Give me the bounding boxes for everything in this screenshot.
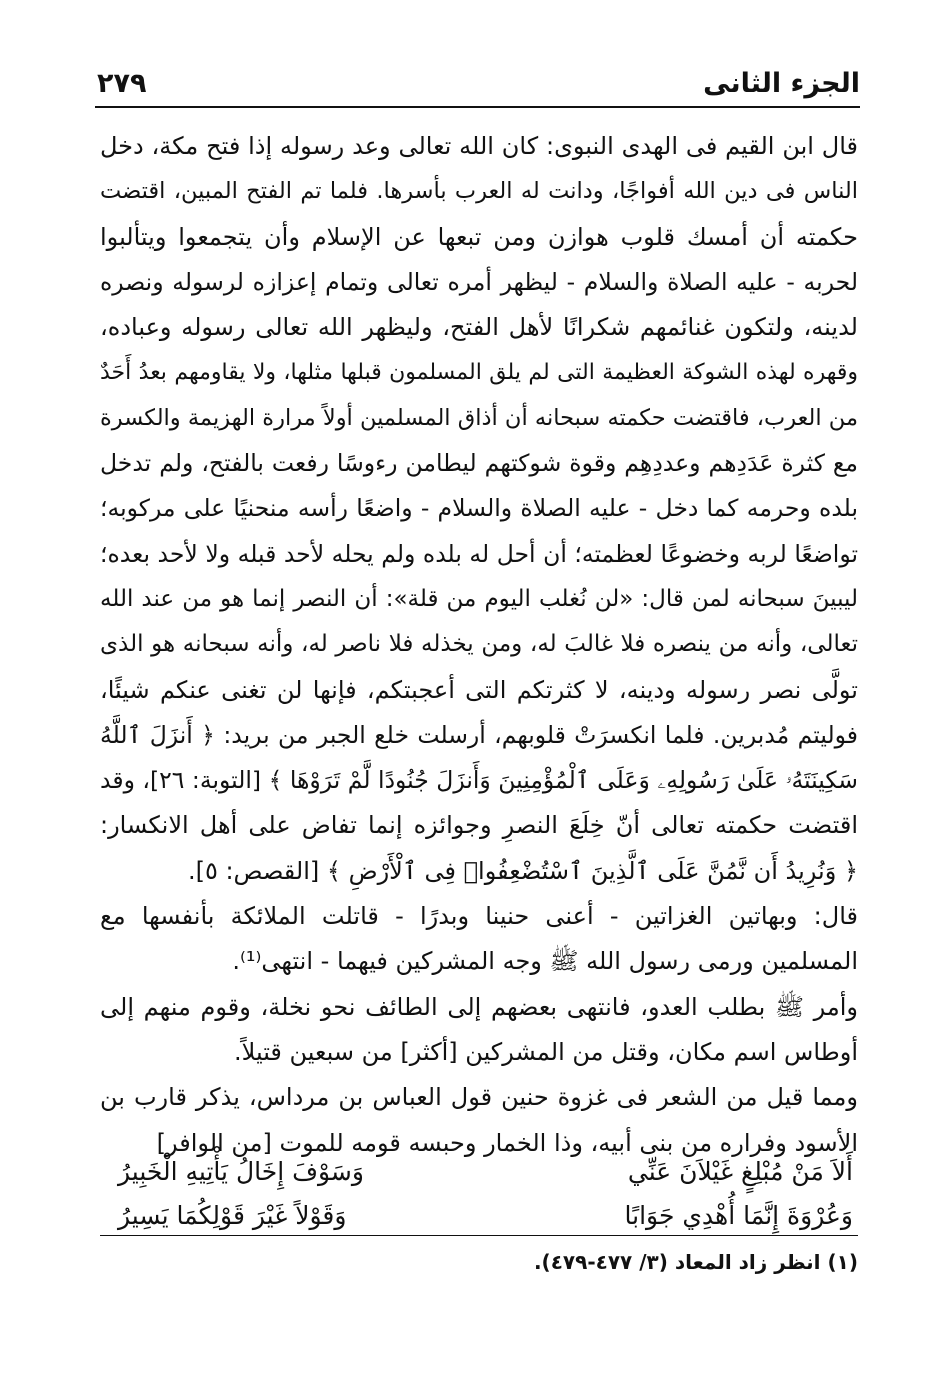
- poem-first-hemistich: وَعُرْوَةَ إِنَّمَا أُهْدِي جَوَابًا: [624, 1201, 853, 1230]
- header-rule: [95, 106, 860, 108]
- text-line: بلده وحرمه كما دخل - عليه الصلاة والسلام - واضعًا رأسه منحنيًا على مركوبه؛: [100, 494, 858, 523]
- poem-first-hemistich: أَلاَ مَنْ مُبْلِغٍ غَيْلاَنَ عَنِّي: [627, 1157, 853, 1186]
- poem-verse: [118, 1194, 853, 1238]
- text-line: لدينه، ولتكون غنائمهم شكرانًا لأهل الفتح، وليظهر الله تعالى رسوله وعباده،: [100, 313, 858, 342]
- text-line: قال: وبهاتين الغزاتين - أعنى حنينا وبدرًا - قاتلت الملائكة بأنفسها مع: [100, 902, 858, 931]
- footnote-separator: [100, 1235, 858, 1236]
- part-title: الجزء الثانى: [703, 68, 860, 99]
- footnote: (١) انظر زاد المعاد (٣/ ٤٧٧-٤٧٩).: [533, 1250, 858, 1274]
- page-header: [95, 62, 860, 102]
- text-line: تواضعًا لربه وخضوعًا لعظمته؛ أن أحل له بلده ولم يحله لأحد قبله ولا لأحد بعده؛: [100, 539, 858, 568]
- text-line: من العرب، فاقتضت حكمته سبحانه أن أذاق المسلمين أولاً مرارة الهزيمة والكسرة: [100, 404, 858, 431]
- text-line: اقتضت حكمته تعالى أنّ خِلَعَ النصرِ وجوائزه إنما تفاض على أهل الانكسار:: [100, 811, 858, 840]
- text-line: ومما قيل من الشعر فى غزوة حنين قول العباس بن مرداس، يذكر قارب بن: [100, 1083, 858, 1112]
- text-line: ليبينَ سبحانه لمن قال: «لن نُغلب اليوم من قلة»: أن النصر إنما هو من عند الله: [100, 585, 858, 612]
- poem: [118, 1150, 853, 1238]
- text-line: الأسود وفراره من بنى أبيه، وذا الخمار وحبسه قومه للموت [من الوافر]: [156, 1128, 858, 1157]
- text-line: وأمر ﷺ بطلب العدو، فانتهى بعضهم إلى الطائف نحو نخلة، وقوم منهم إلى: [100, 992, 858, 1021]
- text-line: أوطاس اسم مكان، وقتل من المشركين [أكثر] من سبعين قتيلاً.: [234, 1037, 858, 1066]
- quran-line: سَكِينَتَهُۥ عَلَىٰ رَسُولِهِۦ وَعَلَى ٱلْمُؤْمِنِينَ وَأَنزَلَ جُنُودًا لَّمْ تَرَوْهَا ﴾ [التوبة: ٢٦]، وقد: [100, 766, 858, 795]
- text-line: المسلمين ورمى رسول الله ﷺ وجه المشركين فيهما - انتهى⁽¹⁾.: [232, 947, 858, 976]
- text-line: قال ابن القيم فى الهدى النبوى: كان الله تعالى وعد رسوله إذا فتح مكة، دخل: [100, 132, 858, 160]
- quran-line: ﴿ وَنُرِيدُ أَن نَّمُنَّ عَلَى ٱلَّذِينَ ٱسْتُضْعِفُوا۟ فِى ٱلْأَرْضِ ﴾ [القصص: ٥].: [187, 856, 858, 885]
- text-line: وقهره لهذه الشوكة العظيمة التى لم يلق المسلمون قبلها مثلها، ولا يقاومهم بعدُ أَحَدٌ: [100, 360, 858, 386]
- text-line: مع كثرة عَدَدِهم وعددِهِم وقوة شوكتهم ليطامن رءوسًا رفعت بالفتح، ولم تدخل: [100, 449, 858, 478]
- poem-verse: [118, 1150, 853, 1194]
- poem-second-hemistich: وَسَوْفَ إِخَالُ يَأْتِيهِ الْخَبِيرُ: [118, 1157, 364, 1186]
- text-line: حكمته أن أمسك قلوب هوازن ومن تبعها عن الإسلام وأن يتجمعوا ويتألبوا: [100, 222, 858, 251]
- text-line: فوليتم مُدبرين. فلما انكسرَتْ قلوبهم، أرسلت خلع الجبر من بريد: ﴿ أَنزَلَ ٱللَّهُ: [100, 720, 858, 749]
- text-line: تولَّى نصر رسوله ودينه، لا كثرتكم التى أعجبتكم، فإنها لن تغنى عنكم شيئًا،: [100, 675, 858, 704]
- text-line: الناس فى دين الله أفواجًا، ودانت له العرب بأسرها. فلما تم الفتح المبين، اقتضت: [100, 178, 858, 205]
- main-text: [100, 124, 858, 1166]
- text-line: لحربه - عليه الصلاة والسلام - ليظهر أمره تعالى وتمام إعزازه لرسوله ونصره: [100, 267, 858, 296]
- text-line: تعالى، وأنه من ينصره فلا غالبَ له، ومن يخذله فلا ناصر له، وأنه سبحانه هو الذى: [100, 631, 858, 658]
- poem-second-hemistich: وَقَوْلاً غَيْرَ قَوْلِكُمَا يَسِيرُ: [118, 1201, 347, 1230]
- page-number: ٢٧٩: [97, 68, 147, 99]
